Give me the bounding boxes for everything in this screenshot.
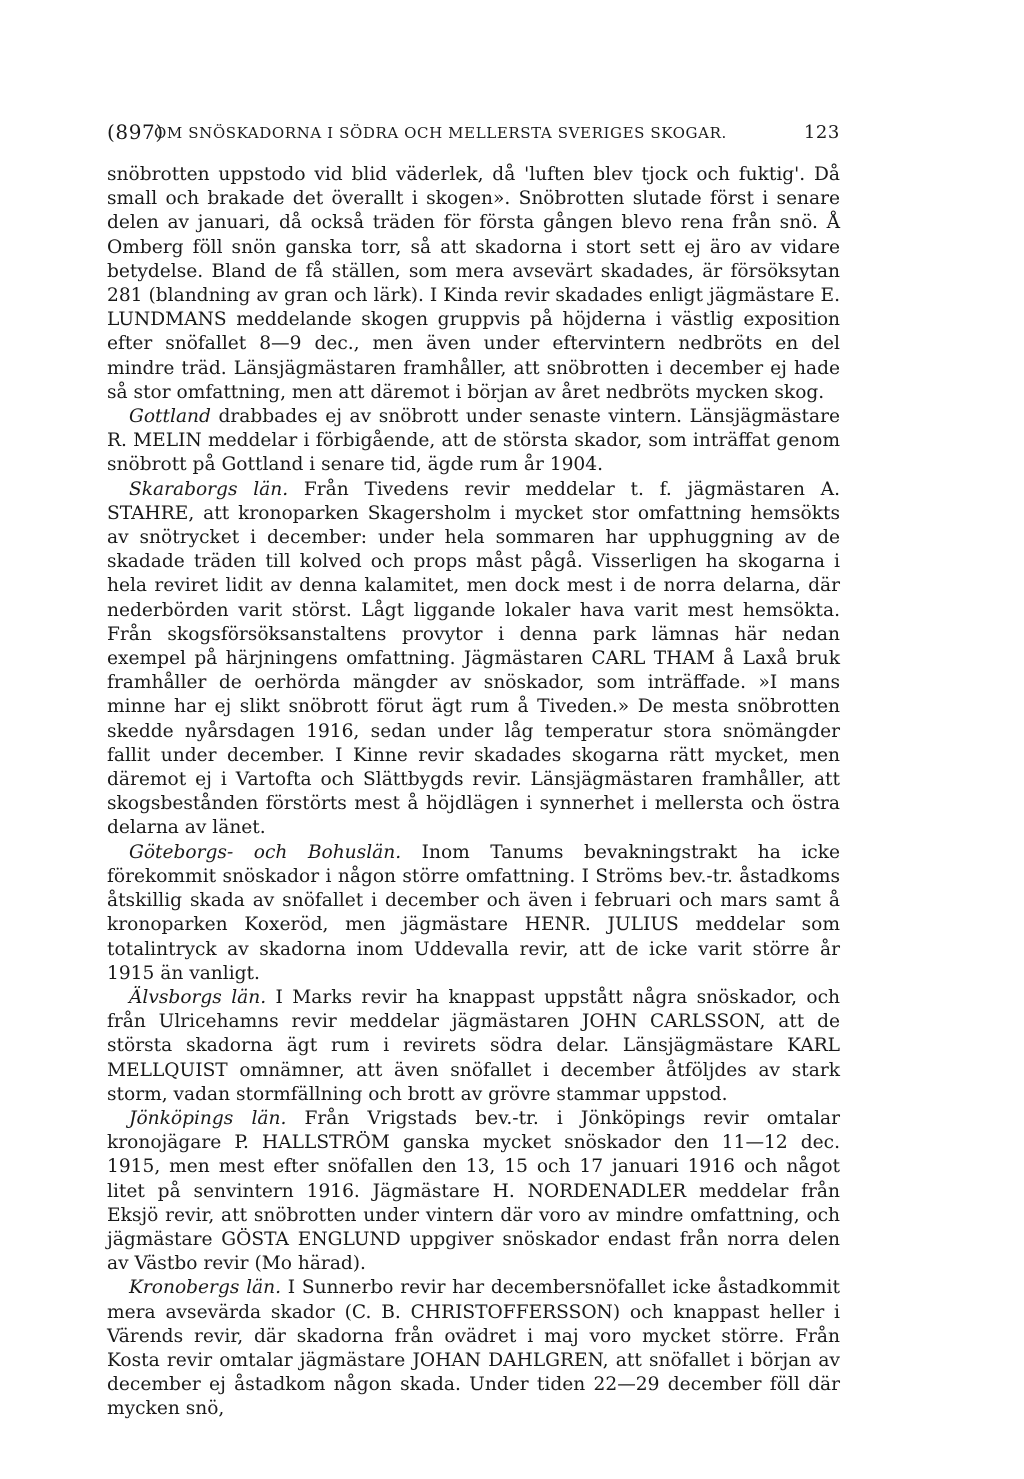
region-heading: Skaraborgs län. [129,478,289,500]
paragraph-text: I Sunnerbo revir har decembersnöfallet icke åstadkommit mera avsevärda skador (C. B. CHRISTOFFERSSON) och knappast heller i Värends revir, där skadorna från ovädret i maj voro mycket större. Från Kosta revir omtalar jägmästare JOHAN DAHLGREN, att snöfallet i början av december ej åstadkom någon skada. Under tiden 22—29 december föll där mycken snö, [107,1277,840,1420]
paragraph-goteborg [107,841,840,986]
region-heading: Jönköpings län. [129,1107,287,1129]
region-heading: Göteborgs- och Bohuslän. [129,841,402,863]
article-body [107,163,840,1422]
region-heading: Gottland [129,406,211,428]
paragraph-kronoberg [107,1276,840,1421]
paragraph-text: I Marks revir ha knappast uppstått några snöskador, och från Ulricehamns revir meddelar jägmästaren JOHN CARLSSON, att de största skadorna ägt rum i revirets södra delar. Länsjägmästare KARL MELLQUIST omnämner, att även snöfallet i december åtföljdes av stark storm, vadan stormfällning och brott av grövre stammar uppstod. [107,986,840,1105]
region-heading: Älvsborgs län. [129,986,267,1008]
paragraph-text: drabbades ej av snöbrott under senaste vintern. Länsjägmästare R. MELIN meddelar i förbigående, att de största skador, som inträffat genom snöbrott på Gottland i senare tid, ägde rum år 1904. [107,406,840,476]
paragraph-skaraborg [107,478,840,841]
region-heading: Kronobergs län. [129,1277,282,1299]
paragraph-text: Från Tivedens revir meddelar t. f. jägmästaren A. STAHRE, att kronoparken Skagersholm i mycket stor omfattning hemsökts av snötrycket i december: under hela sommaren har upphuggning av de skadade träden till kolved och props måst pågå. Visserligen ha skogarna i hela reviret lidit av denna kalamitet, men dock mest i de norra delarna, där nederbörden varit störst. Lågt liggande lokaler hava varit mest hemsökta. Från skogsförsöksanstaltens provytor i denna park lämnas här nedan exempel på härjningens omfattning. Jägmästaren CARL THAM å Laxå bruk framhåller de oerhörda mängder av snöskador, som inträffade. »I mans minne har ej slikt snöbrott förut ägt rum å Tiveden.» De mesta snöbrotten skedde nyårsdagen 1916, sedan under låg temperatur stora snömängder fallit under december. I Kinne revir skadades skogarna rätt mycket, men däremot ej i Vartofta och Slättbygds revir. Länsjägmästaren framhåller, att skogsbestånden förstörts mest å höjdlägen i synnerhet i mellersta och östra delarna av länet. [107,478,840,839]
paragraph-1: snöbrotten uppstodo vid blid väderlek, då 'luften blev tjock och fuktig'. Då small och brakade det överallt i skogen». Snöbrotten slutade först i senare delen av januari, då också träden för första gången blevo rena från snö. Å Omberg föll snön ganska torr, så att skadorna i stort sett ej äro av vidare betydelse. Bland de få ställen, som mera avsevärt skadades, är försöksytan 281 (blandning av gran och lärk). I Kinda revir skadades enligt jägmästare E. LUNDMANS meddelande skogen gruppvis på höjderna i västlig exposition efter snöfallet 8—9 dec., men även under eftervintern nedbröts en del mindre träd. Länsjägmästaren framhåller, att snöbrotten i december ej hade så stor omfattning, men att däremot i början av året nedbröts mycken skog. [107,164,840,403]
running-title: OM SNÖSKADORNA I SÖDRA OCH MELLERSTA SVERIGES SKOGAR. [154,124,727,142]
paragraph-gottland [107,405,840,478]
paragraph-text: Från Vrigstads bev.-tr. i Jönköpings revir omtalar kronojägare P. HALLSTRÖM ganska mycket snöskador den 11—12 dec. 1915, men mest efter snöfallen den 13, 15 och 17 januari 1916 och något litet på senvintern 1916. Jägmästare H. NORDENADLER meddelar från Eksjö revir, att snöbrotten under vintern där voro av mindre omfattning, och jägmästare GÖSTA ENGLUND uppgiver snöskador endast från norra delen av Västbo revir (Mo härad). [107,1107,840,1275]
page-number: 123 [803,122,840,143]
paragraph-text: Inom Tanums bevakningstrakt ha icke förekommit snöskador i någon större omfattning. I Ströms bev.-tr. åstadkoms åtskillig skada av snöfallet i december och även i februari och mars samt å kronoparken Koxeröd, men jägmästare HENR. JULIUS meddelar som totalintryck av skadorna inom Uddevalla revir, att de icke varit större år 1915 än vanligt. [107,841,840,984]
paragraph-jonkoping [107,1107,840,1276]
paragraph-alvsborg [107,986,840,1107]
issue-number: (897) [107,120,164,144]
